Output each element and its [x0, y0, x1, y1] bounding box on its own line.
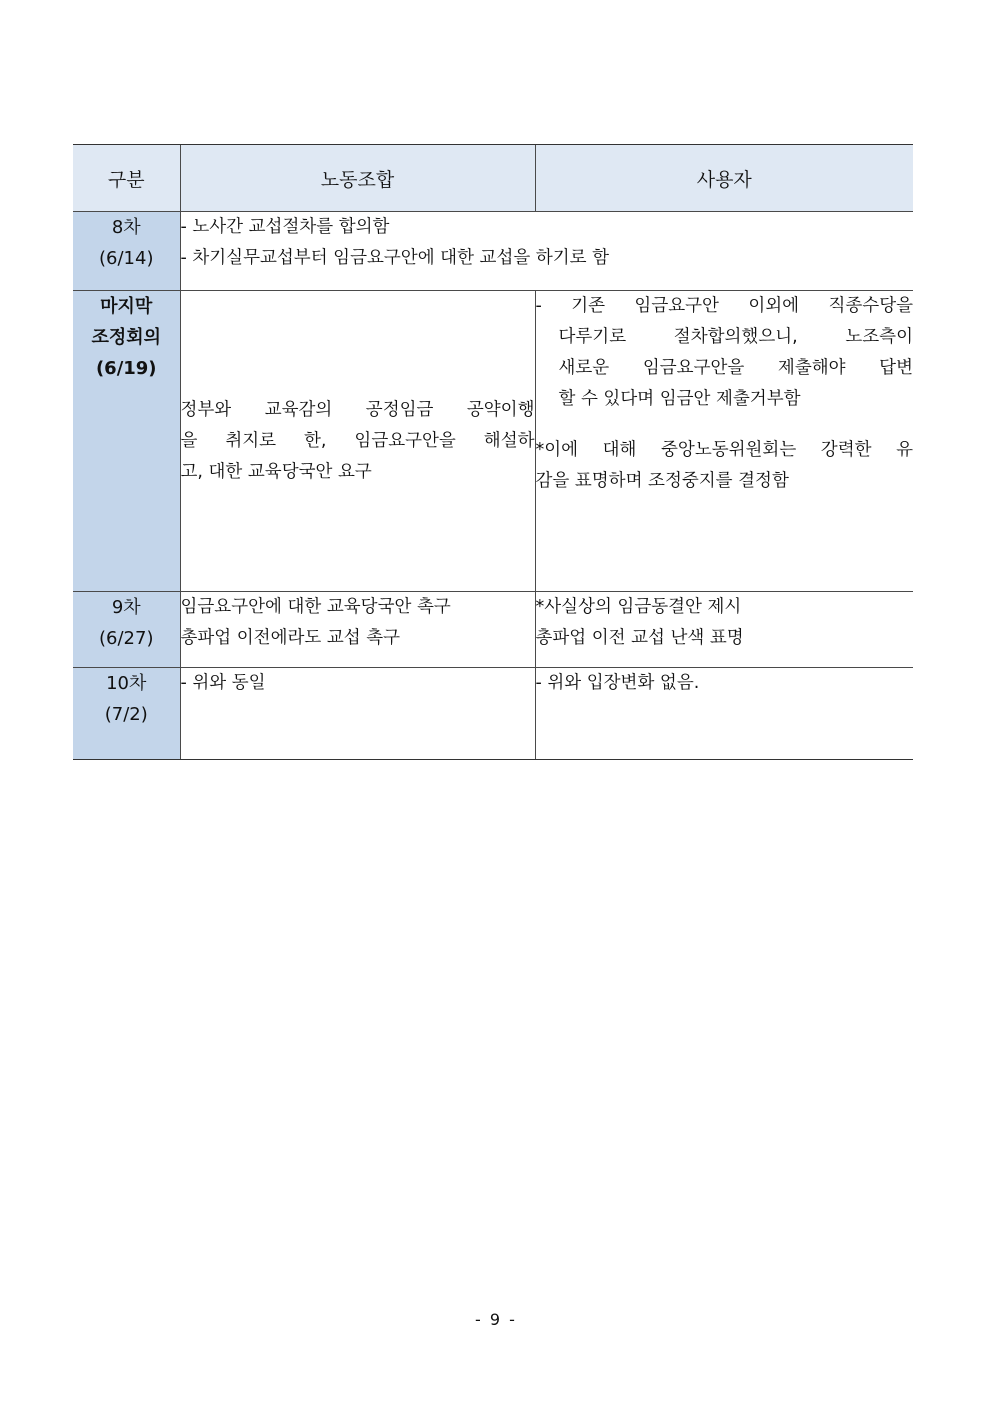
header-union: 노동조합	[180, 145, 535, 212]
employer-cell: - 기존 임금요구안 이외에 직종수당을 다루기로 절차합의했으니, 노조측이 새로운 임금요구안을 제출해야 답변 할 수 있다며 임금안 제출거부함 *이에 대해 중앙노동위원회는 강력한 유 감을 표명하며 조정중지를 결정함	[535, 291, 913, 592]
table-row	[73, 668, 913, 760]
union-cell: 임금요구안에 대한 교육당국안 촉구 총파업 이전에라도 교섭 촉구	[180, 592, 535, 668]
negotiation-table	[73, 144, 913, 760]
row-label: 10차 (7/2)	[73, 668, 180, 760]
employer-cell: *사실상의 임금동결안 제시 총파업 이전 교섭 난색 표명	[535, 592, 913, 668]
union-cell: 정부와 교육감의 공정임금 공약이행 을 취지로 한, 임금요구안을 해설하 고, 대한 교육당국안 요구	[180, 291, 535, 592]
table-header-row	[73, 145, 913, 212]
header-category: 구분	[73, 145, 180, 212]
page-number: - 9 -	[475, 1310, 517, 1329]
employer-cell: - 위와 입장변화 없음.	[535, 668, 913, 760]
union-cell: - 위와 동일	[180, 668, 535, 760]
row-label: 8차 (6/14)	[73, 212, 180, 291]
table-row	[73, 592, 913, 668]
table-row	[73, 291, 913, 592]
header-employer: 사용자	[535, 145, 913, 212]
row-label: 9차 (6/27)	[73, 592, 180, 668]
table-row	[73, 212, 913, 291]
merged-cell: - 노사간 교섭절차를 합의함 - 차기실무교섭부터 임금요구안에 대한 교섭을 하기로 함	[180, 212, 913, 291]
row-label: 마지막 조정회의 (6/19)	[73, 291, 180, 592]
